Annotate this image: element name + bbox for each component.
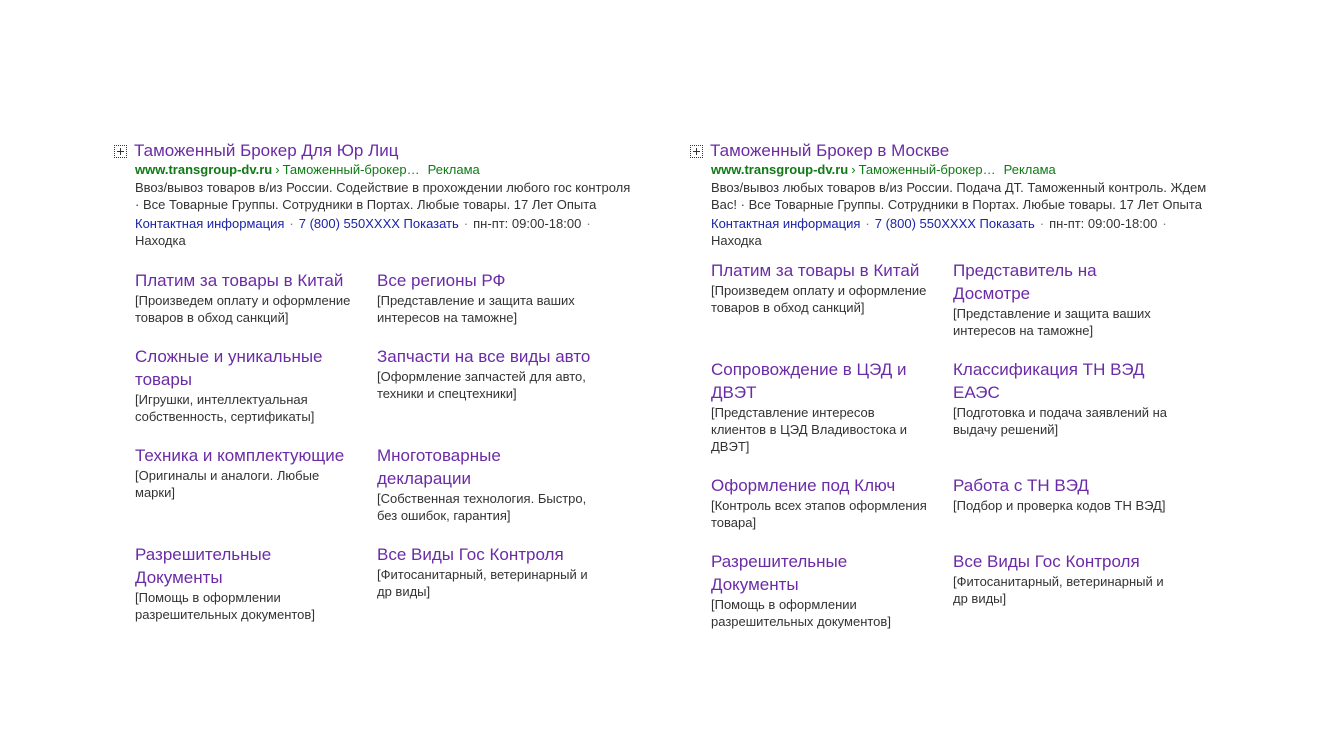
separator: · xyxy=(586,216,591,231)
sitelinks xyxy=(711,259,1230,649)
sitelink xyxy=(953,358,1195,455)
sitelink-description: [Оформление запчастей для авто, техники и спецтехники] xyxy=(377,369,586,401)
phone-link[interactable]: 7 (800) 550XXXX Показать xyxy=(298,216,459,231)
sitelink-description: [Подготовка и подача заявлений на выдачу решений] xyxy=(953,405,1168,437)
ad-card xyxy=(690,141,1230,649)
sitelink xyxy=(135,444,377,524)
sitelink xyxy=(135,543,377,623)
sitelink-description: [Фитосанитарный, ветеринарный и др виды] xyxy=(953,574,1164,606)
separator: · xyxy=(463,216,469,231)
ad-title-link[interactable]: Таможенный Брокер Для Юр Лиц xyxy=(134,141,399,160)
sitelink-title[interactable]: Классификация ТН ВЭД ЕАЭС xyxy=(953,360,1145,402)
sitelink xyxy=(711,550,953,630)
sitelink xyxy=(711,358,953,455)
sitelink-title[interactable]: Все Виды Гос Контроля xyxy=(377,545,564,564)
url-path-link[interactable]: Таможенный-брокер… xyxy=(858,162,996,177)
separator: · xyxy=(1162,216,1167,231)
ad-body xyxy=(711,161,1230,249)
separator: · xyxy=(865,216,870,231)
sitelink-description: [Представление интересов клиентов в ЦЭД Владивостока и ДВЭТ] xyxy=(711,405,908,454)
url-row xyxy=(135,161,634,179)
sitelink-title[interactable]: Техника и комплектующие xyxy=(135,446,345,465)
sitelink-title[interactable]: Запчасти на все виды авто xyxy=(377,347,591,366)
sitelink-description: [Собственная технология. Быстро, без ошибок, гарантия] xyxy=(377,491,587,523)
location: Находка xyxy=(711,233,762,248)
contact-info-link[interactable]: Контактная информация xyxy=(135,216,285,231)
sitelink-title[interactable]: Платим за товары в Китай xyxy=(711,261,920,280)
sitelink-description: [Произведем оплату и оформление товаров в обход санкций] xyxy=(135,293,351,325)
ad-title-row xyxy=(690,141,1230,161)
ad-label: Реклама xyxy=(427,162,480,177)
sitelink-title[interactable]: Работа с ТН ВЭД xyxy=(953,476,1089,495)
sitelink-title[interactable]: Представитель на Досмотре xyxy=(953,261,1097,303)
sitelinks xyxy=(135,269,634,642)
sitelink xyxy=(135,269,377,326)
sitelink xyxy=(377,444,619,524)
phone-link[interactable]: 7 (800) 550XXXX Показать xyxy=(874,216,1035,231)
ad-title-row xyxy=(114,141,634,161)
location: Находка xyxy=(135,233,186,248)
sitelink-description: [Фитосанитарный, ветеринарный и др виды] xyxy=(377,567,588,599)
sitelink-title[interactable]: Платим за товары в Китай xyxy=(135,271,344,290)
sitelink-description: [Помощь в оформлении разрешительных документов] xyxy=(135,590,315,622)
working-hours: пн-пт: 09:00-18:00 xyxy=(1049,216,1158,231)
sitelink-title[interactable]: Разрешительные Документы xyxy=(711,552,848,594)
sitelink-description: [Игрушки, интеллектуальная собственность, сертификаты] xyxy=(135,392,315,424)
sitelink-description: [Представление и защита ваших интересов на таможне] xyxy=(953,306,1151,338)
sitelink xyxy=(953,474,1195,531)
sitelink xyxy=(711,259,953,339)
sitelink xyxy=(953,259,1195,339)
separator: · xyxy=(289,216,294,231)
ad-description: Ввоз/вывоз товаров в/из России. Содействие в прохождении любого гос контроля · Все Товарные Группы. Сотрудники в Портах. Любые товары. 17 Лет Опыта xyxy=(135,180,631,212)
sitelink-title[interactable]: Сопровождение в ЦЭД и ДВЭТ xyxy=(711,360,907,402)
sitelink-description: [Оригиналы и аналоги. Любые марки] xyxy=(135,468,320,500)
contacts-row xyxy=(135,215,634,249)
sitelink-description: [Контроль всех этапов оформления товара] xyxy=(711,498,927,530)
ad-label: Реклама xyxy=(1003,162,1056,177)
working-hours: пн-пт: 09:00-18:00 xyxy=(473,216,582,231)
ad-card xyxy=(114,141,634,642)
url-domain-link[interactable]: www.transgroup-dv.ru xyxy=(135,162,273,177)
ad-description: Ввоз/вывоз любых товаров в/из России. Подача ДТ. Таможенный контроль. Ждем Вас! · Все Товарные Группы. Сотрудники в Портах. Любые товары. 17 Лет Опыта xyxy=(711,180,1207,212)
sitelink xyxy=(953,550,1195,630)
sitelink-title[interactable]: Оформление под Ключ xyxy=(711,476,896,495)
sitelink xyxy=(711,474,953,531)
sitelink-title[interactable]: Все Виды Гос Контроля xyxy=(953,552,1140,571)
sitelink xyxy=(135,345,377,425)
sitelink-title[interactable]: Разрешительные Документы xyxy=(135,545,272,587)
sitelink-title[interactable]: Сложные и уникальные товары xyxy=(135,347,323,389)
expand-icon[interactable] xyxy=(690,145,703,158)
sitelink xyxy=(377,345,619,425)
sitelink xyxy=(377,269,619,326)
ad-title-link[interactable]: Таможенный Брокер в Москве xyxy=(710,141,950,160)
url-domain-link[interactable]: www.transgroup-dv.ru xyxy=(711,162,849,177)
sitelink-title[interactable]: Все регионы РФ xyxy=(377,271,506,290)
sitelink-description: [Произведем оплату и оформление товаров в обход санкций] xyxy=(711,283,927,315)
sitelink-description: [Представление и защита ваших интересов на таможне] xyxy=(377,293,575,325)
sitelink xyxy=(377,543,619,623)
contact-info-link[interactable]: Контактная информация xyxy=(711,216,861,231)
url-path-link[interactable]: Таможенный-брокер… xyxy=(282,162,420,177)
sitelink-title[interactable]: Многотоварные декларации xyxy=(377,446,501,488)
sitelink-description: [Помощь в оформлении разрешительных документов] xyxy=(711,597,891,629)
expand-icon[interactable] xyxy=(114,145,127,158)
ad-body xyxy=(135,161,634,249)
url-separator: › xyxy=(275,162,280,177)
sitelink-description: [Подбор и проверка кодов ТН ВЭД] xyxy=(953,498,1166,513)
separator: · xyxy=(1039,216,1045,231)
contacts-row xyxy=(711,215,1230,249)
url-separator: › xyxy=(851,162,856,177)
url-row xyxy=(711,161,1230,179)
